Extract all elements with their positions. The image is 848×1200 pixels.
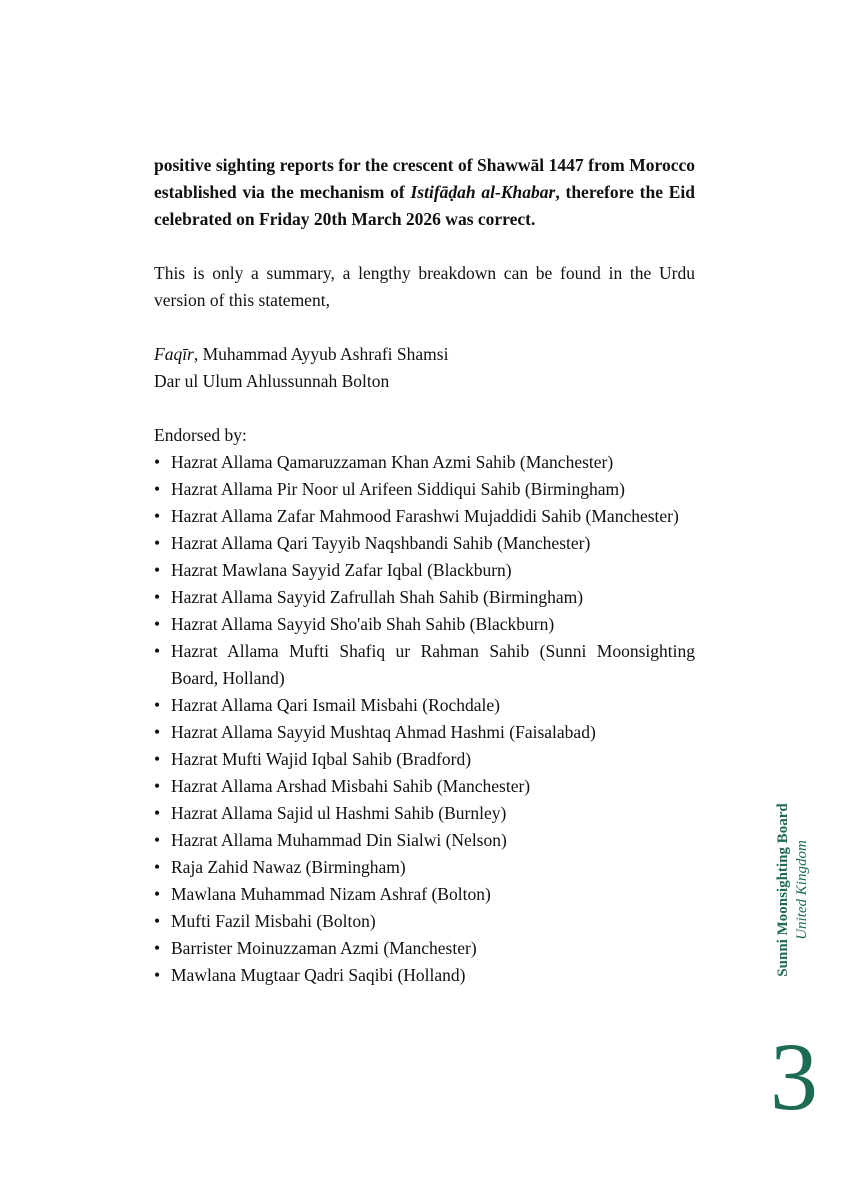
endorser-name: Hazrat Allama Muhammad Din Sialwi (Nelson) [171, 830, 507, 850]
endorser-item [154, 800, 695, 827]
bullet-icon: • [154, 560, 161, 580]
bullet-icon: • [154, 776, 161, 796]
bullet-icon: • [154, 614, 161, 634]
conclusion-text-part1: positive sighting reports for the crescent of Shawwāl 1447 from Morocco established via the mechanism of [154, 155, 695, 202]
bullet-icon: • [154, 830, 161, 850]
signature-title: Faqīr [154, 344, 194, 364]
endorser-item [154, 908, 695, 935]
endorsers-list [154, 449, 695, 989]
endorsed-by-heading: Endorsed by: [154, 425, 247, 445]
endorser-item [154, 638, 695, 692]
endorser-name: Hazrat Allama Qari Tayyib Naqshbandi Sahib (Manchester) [171, 533, 591, 553]
endorser-name: Hazrat Mawlana Sayyid Zafar Iqbal (Blackburn) [171, 560, 512, 580]
endorser-item [154, 584, 695, 611]
endorser-name: Hazrat Allama Mufti Shafiq ur Rahman Sahib (Sunni Moonsighting Board, Holland) [171, 641, 695, 688]
endorser-name: Mufti Fazil Misbahi (Bolton) [171, 911, 376, 931]
endorser-name: Hazrat Allama Pir Noor ul Arifeen Siddiqui Sahib (Birmingham) [171, 479, 625, 499]
endorser-name: Hazrat Allama Sayyid Sho'aib Shah Sahib (Blackburn) [171, 614, 555, 634]
conclusion-text-part2: , therefore the Eid celebrated on Friday 20th March 2026 was correct. [154, 182, 696, 229]
bullet-icon: • [154, 911, 161, 931]
bullet-icon: • [154, 938, 161, 958]
endorser-name: Hazrat Mufti Wajid Iqbal Sahib (Bradford) [171, 749, 472, 769]
bullet-icon: • [154, 452, 161, 472]
endorser-name: Hazrat Allama Qamaruzzaman Khan Azmi Sahib (Manchester) [171, 452, 614, 472]
endorser-name: Mawlana Mugtaar Qadri Saqibi (Holland) [171, 965, 466, 985]
istifadah-term: Istifāḍah al-Khabar [410, 182, 556, 202]
spacer [154, 233, 695, 260]
endorser-name: Hazrat Allama Sajid ul Hashmi Sahib (Burnley) [171, 803, 507, 823]
organization-country: United Kingdom [794, 840, 810, 940]
brand-sidebar [774, 795, 814, 985]
signature-name-line [154, 341, 695, 368]
bullet-icon: • [154, 695, 161, 715]
endorser-item [154, 935, 695, 962]
endorser-item [154, 854, 695, 881]
endorser-item [154, 557, 695, 584]
endorser-name: Hazrat Allama Arshad Misbahi Sahib (Manchester) [171, 776, 531, 796]
summary-paragraph: This is only a summary, a lengthy breakdown can be found in the Urdu version of this statement, [154, 263, 695, 310]
endorser-name: Mawlana Muhammad Nizam Ashraf (Bolton) [171, 884, 491, 904]
bullet-icon: • [154, 884, 161, 904]
endorser-item [154, 881, 695, 908]
page-content [154, 152, 695, 989]
bullet-icon: • [154, 533, 161, 553]
endorser-name: Raja Zahid Nawaz (Birmingham) [171, 857, 406, 877]
endorser-item [154, 773, 695, 800]
bullet-icon: • [154, 479, 161, 499]
endorser-item [154, 746, 695, 773]
spacer [154, 395, 695, 422]
endorser-name: Hazrat Allama Zafar Mahmood Farashwi Mujaddidi Sahib (Manchester) [171, 506, 679, 526]
endorser-name: Hazrat Allama Qari Ismail Misbahi (Rochdale) [171, 695, 500, 715]
spacer [154, 314, 695, 341]
brand-text [774, 795, 814, 985]
endorser-name: Barrister Moinuzzaman Azmi (Manchester) [171, 938, 477, 958]
bullet-icon: • [154, 722, 161, 742]
bullet-icon: • [154, 587, 161, 607]
signature-name: , Muhammad Ayyub Ashrafi Shamsi [193, 344, 449, 364]
endorser-name: Hazrat Allama Sayyid Zafrullah Shah Sahib (Birmingham) [171, 587, 584, 607]
endorser-item [154, 530, 695, 557]
bullet-icon: • [154, 803, 161, 823]
bullet-icon: • [154, 641, 161, 661]
bullet-icon: • [154, 965, 161, 985]
endorser-item [154, 719, 695, 746]
bullet-icon: • [154, 857, 161, 877]
conclusion-paragraph [154, 152, 695, 233]
endorser-item [154, 503, 695, 530]
endorser-item [154, 692, 695, 719]
endorser-item [154, 962, 695, 989]
signature-institution: Dar ul Ulum Ahlussunnah Bolton [154, 371, 390, 391]
endorser-item [154, 611, 695, 638]
bullet-icon: • [154, 506, 161, 526]
endorser-item [154, 449, 695, 476]
endorser-item [154, 827, 695, 854]
endorser-name: Hazrat Allama Sayyid Mushtaq Ahmad Hashmi (Faisalabad) [171, 722, 596, 742]
organization-name: Sunni Moonsighting Board [775, 803, 791, 977]
bullet-icon: • [154, 749, 161, 769]
endorser-item [154, 476, 695, 503]
page-number: 3 [770, 1023, 818, 1130]
